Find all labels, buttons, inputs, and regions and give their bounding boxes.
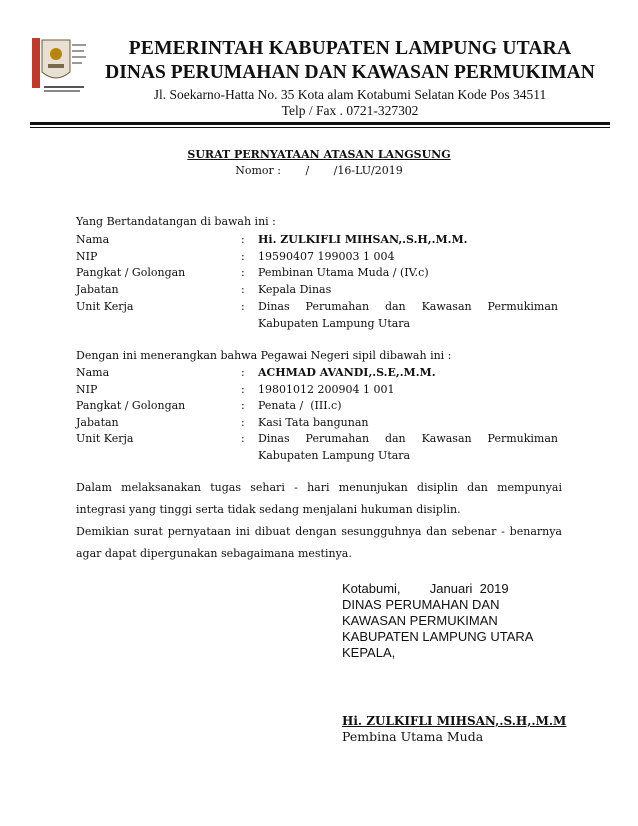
colon: : (241, 432, 245, 445)
unit-word: dan (384, 300, 406, 313)
document-number: Nomor : / /16-LU/2019 (235, 164, 403, 177)
regional-emblem-icon (30, 34, 88, 98)
unit-word: Kawasan (421, 300, 472, 313)
signatory-rank: Pembina Utama Muda (342, 729, 484, 744)
employee-unit-value-line2: Kabupaten Lampung Utara (258, 449, 411, 462)
signatory-name: Hi. ZULKIFLI MIHSAN,.S.H,.M.M (342, 714, 567, 728)
superior-position-value: Kepala Dinas (258, 283, 332, 296)
colon: : (241, 283, 245, 296)
superior-unit-label: Unit Kerja (76, 300, 134, 313)
employee-nip-label: NIP (76, 383, 98, 396)
colon: : (241, 366, 245, 379)
unit-word: Dinas (258, 300, 290, 313)
signature-date: Januari 2019 (429, 581, 509, 596)
signature-role: KEPALA, (342, 645, 396, 660)
colon: : (241, 399, 245, 412)
superior-intro: Yang Bertandatangan di bawah ini : (76, 215, 276, 228)
unit-word: Perumahan (305, 300, 370, 313)
superior-nip-label: NIP (76, 250, 98, 263)
employee-unit-value (258, 432, 558, 445)
superior-name-label: Nama (76, 233, 110, 246)
letterhead-phone: Telp / Fax . 0721-327302 (281, 103, 419, 118)
unit-word: dan (384, 432, 406, 445)
closing-paragraph: Demikian surat pernyataan ini dibuat dengan sesungguhnya dan sebenar - benarnya agar dapat dipergunakan sebagaimana mestinya. (76, 525, 562, 560)
unit-word: Permukiman (487, 432, 558, 445)
employee-position-label: Jabatan (76, 416, 119, 429)
statement-paragraph: Dalam melaksanakan tugas sehari - hari menunjukan disiplin dan mempunyai integrasi yang tinggi serta tidak sedang menjalani hukuman disiplin. (76, 481, 562, 516)
superior-position-label: Jabatan (76, 283, 119, 296)
employee-nip-value: 19801012 200904 1 001 (258, 383, 395, 396)
superior-unit-value (258, 300, 558, 313)
superior-name-value: Hi. ZULKIFLI MIHSAN,.S.H,.M.M. (258, 233, 468, 246)
superior-rank-value: Pembinan Utama Muda / (IV.c) (258, 266, 429, 279)
letterhead-address: Jl. Soekarno-Hatta No. 35 Kota alam Kotabumi Selatan Kode Pos 34511 (153, 87, 547, 102)
colon: : (241, 416, 245, 429)
employee-rank-label: Pangkat / Golongan (76, 399, 186, 412)
signature-org-line1: DINAS PERUMAHAN DAN (342, 597, 500, 612)
employee-name-value: ACHMAD AVANDI,.S.E,.M.M. (258, 366, 436, 379)
unit-word: Dinas (258, 432, 290, 445)
letterhead-rule-thick (30, 122, 610, 125)
unit-word: Kawasan (421, 432, 472, 445)
signature-org-line2: KAWASAN PERMUKIMAN (342, 613, 498, 628)
letterhead-department: DINAS PERUMAHAN DAN KAWASAN PERMUKIMAN (105, 62, 595, 83)
colon: : (241, 300, 245, 313)
signature-place-date (342, 581, 509, 597)
unit-word: Permukiman (487, 300, 558, 313)
superior-rank-label: Pangkat / Golongan (76, 266, 186, 279)
colon: : (241, 250, 245, 263)
superior-unit-value-line2: Kabupaten Lampung Utara (258, 317, 411, 330)
letterhead-rule-thin (30, 127, 610, 128)
unit-word: Perumahan (305, 432, 370, 445)
document-title: SURAT PERNYATAAN ATASAN LANGSUNG (187, 148, 451, 161)
letterhead-government: PEMERINTAH KABUPATEN LAMPUNG UTARA (128, 38, 572, 59)
colon: : (241, 266, 245, 279)
signature-org-line3: KABUPATEN LAMPUNG UTARA (342, 629, 534, 644)
employee-intro: Dengan ini menerangkan bahwa Pegawai Negeri sipil dibawah ini : (76, 349, 452, 362)
employee-position-value: Kasi Tata bangunan (258, 416, 369, 429)
colon: : (241, 233, 245, 246)
employee-unit-label: Unit Kerja (76, 432, 134, 445)
superior-nip-value: 19590407 199003 1 004 (258, 250, 395, 263)
employee-name-label: Nama (76, 366, 110, 379)
employee-rank-value: Penata / (III.c) (258, 399, 342, 412)
signature-place: Kotabumi, (342, 581, 401, 596)
colon: : (241, 383, 245, 396)
